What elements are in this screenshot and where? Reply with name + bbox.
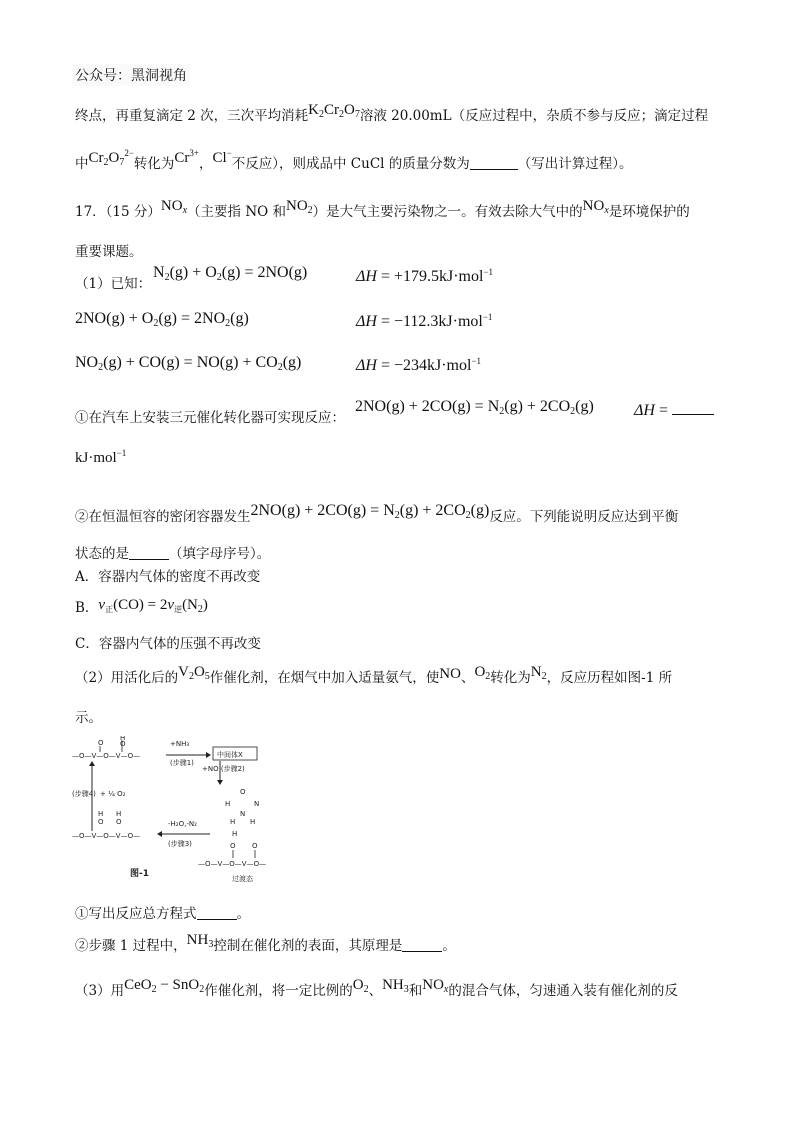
no2-formula: $NO_2$ [286,198,313,216]
part3-sep: 、 [368,983,383,999]
svg-text:O: O [98,739,104,747]
part2-text-a: （2）用活化后的 [75,670,179,686]
option-b-expression: $v_正(CO) = 2v_逆(N_2)$ [98,597,208,615]
q17-text-c: ）是大气主要污染物之一。有效去除大气中的 [312,204,583,220]
figure-caption: 图-1 [130,869,149,879]
step2-label: +NO (步骤2) [202,765,245,773]
sub1-equation: $2NO(g) + 2CO(g) = N_2(g) + 2CO_2(g)$ [355,398,594,417]
cr2o7-formula: $Cr_2O_7^{2-}$ [88,148,134,168]
transition-chain: —O—V—O—V—O— [198,860,267,868]
q17-intro [75,200,690,222]
option-b-label: B． [75,600,99,616]
option-c[interactable]: C．容器内气体的压强不再改变 [75,636,261,652]
answer-blank-equilibrium[interactable] [129,547,169,560]
answer-blank-overall[interactable] [197,907,237,920]
sub2-text: ②在恒温恒容的密闭容器发生 [75,509,251,525]
enthalpy-1: ΔH = +179.5kJ·mol$^{-1}$ [356,267,494,285]
sub2-line2-text: 状态的是 [75,546,129,562]
step4-reagent: + ¼ O₂ [100,790,126,798]
q17-text-b: （主要指 NO 和 [187,204,286,220]
q-a-end: 。 [236,906,250,922]
part2-line [75,666,672,688]
svg-text:N: N [240,810,246,818]
sub2-equation: $2NO(g) + 2CO(g) = N_2(g) + 2CO_2(g)$ [250,502,490,521]
v2o5-formula: $V_2O_5$ [178,664,210,682]
q16-text-b: 溶液 20.00mL（反应过程中，杂质不参与反应；滴定过程 [359,108,709,124]
question-overall-equation [75,902,250,922]
top-chain: —O—V—O—V—O— [72,752,141,760]
q17-intro-line-2: 重要课题。 [75,244,143,260]
svg-text:O: O [120,740,126,748]
q17-text-d: 是环境保护的 [608,204,690,220]
svg-text:O: O [116,818,122,826]
nox-formula: $NO_x$ [160,198,188,216]
svg-text:O: O [252,842,258,850]
part3-text-a: （3）用 [75,983,125,999]
nox-formula-2: $NO_x$ [582,198,609,216]
nh3-formula: $NH_3$ [186,932,214,950]
part1-label: （1）已知： [75,276,152,292]
svg-text:H: H [116,810,122,818]
q-b-text: ②步骤 1 过程中， [75,938,187,954]
svg-text:O: O [230,842,236,850]
answer-blank-cucl[interactable] [470,157,518,170]
n2-formula: $N_2$ [530,664,547,682]
svg-text:H: H [98,810,104,818]
part2-text-d: 转化为 [490,670,531,686]
o2-formula-3: $O_2$ [352,977,369,995]
q16-line-1 [75,104,708,126]
step3-label: (步骤3) [168,840,192,848]
q16-text-convert: 转化为 [133,156,175,172]
equation-3: $NO_2(g) + CO(g) = NO(g) + CO_2(g)$ [75,354,302,373]
svg-text:H: H [230,818,236,826]
intermediate-box: 中间体X [217,751,243,759]
sub2-line-2 [75,542,270,562]
question-step1-principle [75,934,456,956]
sub2-text-b: 反应。下列能说明反应达到平衡 [489,509,679,525]
q16-text-zhong: 中 [75,156,89,172]
svg-text:O: O [240,788,246,796]
svg-text:H: H [120,736,126,742]
q16-text-a: 终点，再重复滴定 2 次，三次平均消耗 [75,108,309,124]
q16-text-e: （写出计算过程）。 [517,156,633,172]
q-b-text-b: 控制在催化剂的表面，其原理是 [213,938,403,954]
q16-line-2 [75,148,633,174]
equation-2: $2NO(g) + O_2(g) = 2NO_2(g)$ [75,310,249,329]
part3-and: 和 [408,983,423,999]
svg-text:O: O [98,818,104,826]
enthalpy-2: ΔH = −112.3kJ·mol$^{-1}$ [356,312,493,330]
ceo2-sno2-formula: CeO$_2$ − SnO$_2$ [124,977,205,995]
equation-1: $N_2(g) + O_2(g) = 2NO(g)$ [153,264,308,283]
option-a[interactable]: A．容器内气体的密度不再改变 [75,569,261,585]
q-a-text: ①写出反应总方程式 [75,906,197,922]
o2-formula: $O_2$ [474,664,491,682]
sub1-dh: ΔH = [634,402,714,420]
q16-comma: ， [199,156,213,172]
step4-label: (步骤4) [72,790,96,798]
q16-text-d: 不反应），则成品中 CuCl 的质量分数为 [231,156,470,172]
sub1-text: ①在汽车上安装三元催化转化器可实现反应： [75,410,345,426]
svg-text:N: N [254,800,260,808]
nh3-formula-3: $NH_3$ [382,977,409,995]
mechanism-diagram [70,736,282,886]
reaction-mechanism-figure [70,736,282,886]
q17-number: 17．（15 分） [75,204,161,220]
watermark-header: 公众号：黑洞视角 [72,64,190,86]
k2cr2o7-formula: $K_2Cr_2O_7$ [308,102,360,120]
enthalpy-3: ΔH = −234kJ·mol$^{-1}$ [356,356,482,374]
step1-reagent: +NH₃ [170,740,190,748]
part3-text-b: 作催化剂，将一定比例的 [204,983,353,999]
part2-line-2: 示。 [75,710,102,726]
step3-reagent: -H₂O,-N₂ [168,820,197,828]
answer-blank-principle[interactable] [402,939,442,952]
part2-text-b: 作催化剂，在烟气中加入适量氨气，使 [209,670,440,686]
svg-text:H: H [232,830,238,838]
answer-blank-dh[interactable] [672,402,714,415]
part3-line [75,979,678,1001]
sub2-line [75,502,679,527]
part2-sep: 、 [460,670,475,686]
part3-text-e: 的混合气体，匀速通入装有催化剂的反 [448,983,678,999]
cl-formula: Cl− [212,148,232,166]
svg-text:H: H [250,818,256,826]
sub1-unit: kJ·mol$^{-1}$ [75,448,127,466]
nox-formula-3: $NO_x$ [422,977,449,995]
lower-chain: —O—V—O—V—O— [72,832,141,840]
cr3-formula: $Cr^{3+}$ [174,148,199,166]
step1-label: (步骤1) [170,759,194,767]
no-formula: NO [439,666,461,682]
q-b-end: 。 [442,938,456,954]
sub2-line2-end: （填字母序号）。 [169,546,271,562]
transition-label: 过渡态 [232,875,253,883]
option-b[interactable] [75,596,208,618]
svg-text:H: H [225,800,231,808]
part2-text-e: ，反应历程如图-1 所 [546,670,673,686]
